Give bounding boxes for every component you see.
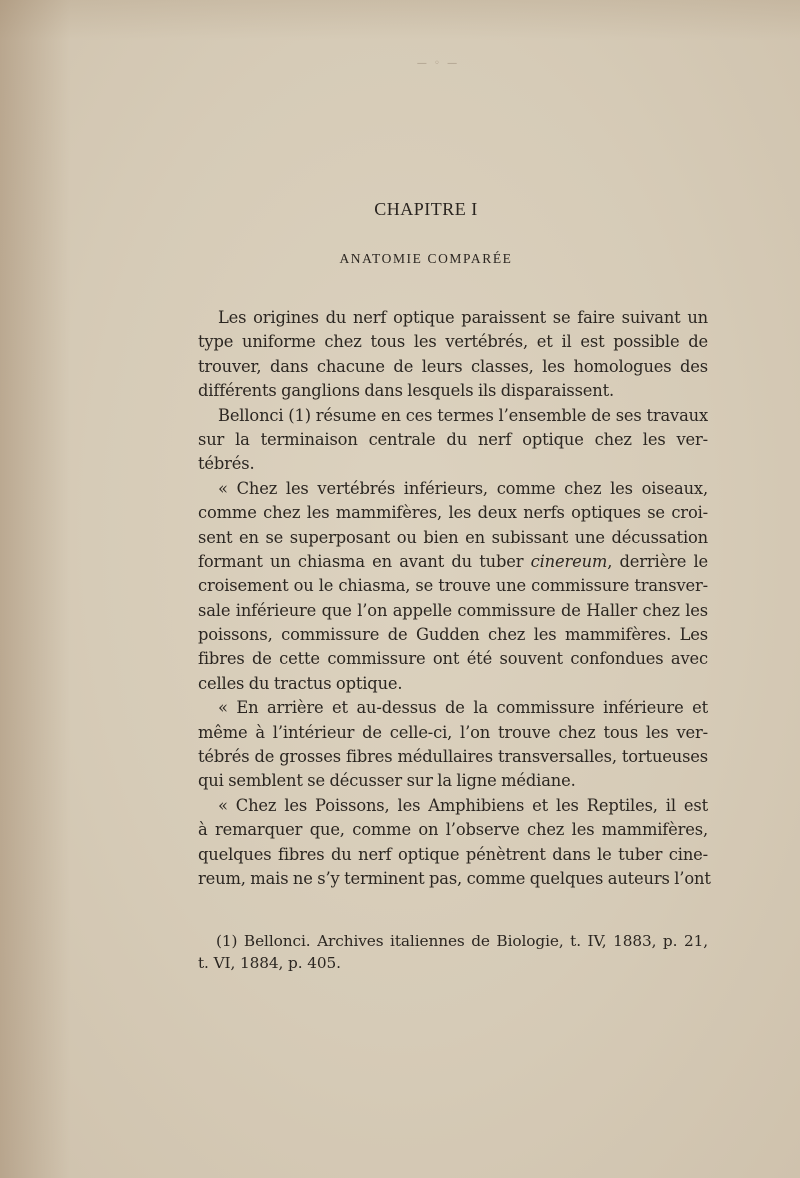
text-line: Les origines du nerf optique paraissent se faire suivant un <box>218 308 708 327</box>
text-line: type uniforme chez tous les vertébrés, et il est possible de <box>198 332 708 352</box>
text-line: tébrés. <box>198 454 255 474</box>
text-line: quelques fibres du nerf optique pénètrent dans le tuber cine- <box>198 844 708 864</box>
body-text <box>198 306 711 891</box>
text-line: comme chez les mammifères, les deux nerfs optiques se croi- <box>198 503 708 523</box>
text-line: celles du tractus optique. <box>198 673 403 693</box>
footnote <box>198 930 708 974</box>
section-title: ANATOMIE COMPARÉE <box>339 251 513 266</box>
text-line: fibres de cette commissure ont été souvent confondues avec <box>198 649 708 669</box>
text-line: qui semblent se décusser sur la ligne médiane. <box>198 771 576 791</box>
header-mark: — ◦ — <box>416 58 460 69</box>
chapter-title: CHAPITRE I <box>374 199 478 219</box>
text-line: poissons, commissure de Gudden chez les mammifères. Les <box>198 625 708 645</box>
text-line: croisement ou le chiasma, se trouve une commissure transver- <box>198 576 708 596</box>
text-line: « En arrière et au-dessus de la commissure inférieure et <box>218 698 708 718</box>
italic-term: cinereum <box>530 551 608 571</box>
text-line: sale inférieure que l’on appelle commissure de Haller chez les <box>198 600 708 620</box>
text-line: « Chez les Poissons, les Amphibiens et les Reptiles, il est <box>218 795 708 815</box>
text-line: même à l’intérieur de celle-ci, l’on trouve chez tous les ver- <box>198 722 708 742</box>
text-segment: , derrière le <box>607 551 708 571</box>
footnote-line: (1) Bellonci. Archives italiennes de Biologie, t. IV, 1883, p. 21, <box>216 932 708 950</box>
text-line-with-italic <box>198 550 708 574</box>
text-line: sent en se superposant ou bien en subissant une décussation <box>198 527 708 547</box>
text-line: reum, mais ne s’y terminent pas, comme quelques auteurs l’ont <box>198 868 711 888</box>
text-line: « Chez les vertébrés inférieurs, comme chez les oiseaux, <box>218 478 708 498</box>
text-line: différents ganglions dans lesquels ils disparaissent. <box>198 381 615 401</box>
text-line: à remarquer que, comme on l’observe chez les mammifères, <box>198 820 708 840</box>
text-line: Belloncі (1) résume en ces termes l’ensemble de ses travaux <box>218 405 708 425</box>
text-line: sur la terminaison centrale du nerf optique chez les ver- <box>198 429 708 449</box>
footnote-line: t. VI, 1884, p. 405. <box>198 954 341 972</box>
text-segment: formant un chiasma en avant du tuber <box>198 551 531 571</box>
text-line: tébrés de grosses fibres médullaires transversalles, tortueuses <box>198 747 708 767</box>
text-line: trouver, dans chacune de leurs classes, les homologues des <box>198 356 708 376</box>
